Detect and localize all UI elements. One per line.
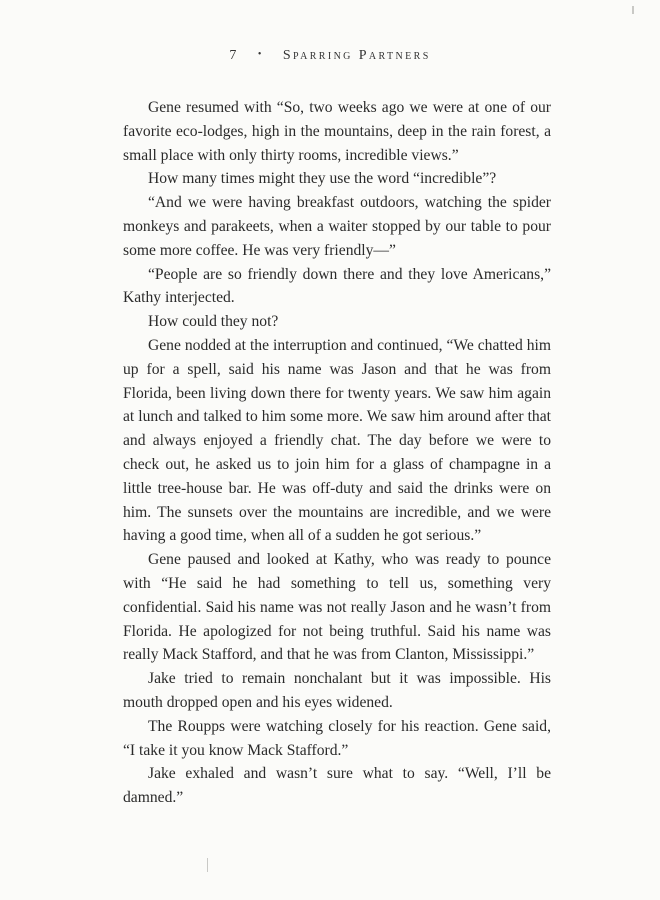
page-number: 7 <box>229 48 239 63</box>
paragraph: Gene paused and looked at Kathy, who was ready to pounce with “He said he had something to tell us, something very confidential. Said his name was not really Jason and he wasn’t from Florida. He apologized for not being truthful. Said his name was really Mack Stafford, and that he was from Clanton, Mississippi.” <box>123 551 551 664</box>
paragraph: The Roupps were watching closely for his reaction. Gene said, “I take it you know Mack Stafford.” <box>123 717 551 759</box>
paragraph: Gene resumed with “So, two weeks ago we were at one of our favorite eco-lodges, high in the mountains, deep in the rain forest, a small place with only thirty rooms, incredible views.” <box>123 99 551 164</box>
paragraph: Jake exhaled and wasn’t sure what to say. “Well, I’ll be damned.” <box>123 765 551 807</box>
body-text <box>123 96 551 810</box>
running-header <box>0 48 660 64</box>
scan-speck <box>632 6 634 14</box>
chapter-title: Sparring Partners <box>282 48 431 63</box>
scan-speck <box>207 858 208 872</box>
paragraph: Gene nodded at the interruption and continued, “We chatted him up for a spell, said his name was Jason and that he was from Florida, been living down there for twenty years. We saw him again at lunch and talked to him some more. We saw him around after that and always enjoyed a friendly chat. The day before we were to check out, he asked us to join him for a glass of champagne in a little tree-house bar. He was off-duty and said the drinks were on him. The sunsets over the mountains are incredible, and we were having a good time, when all of a sudden he got serious.” <box>123 336 551 545</box>
header-separator: • <box>257 49 264 60</box>
paragraph: “People are so friendly down there and they love Americans,” Kathy interjected. <box>123 265 551 307</box>
paragraph: How could they not? <box>148 313 279 331</box>
paragraph: “And we were having breakfast outdoors, watching the spider monkeys and parakeets, when a waiter stopped by our table to pour some more coffee. He was very friendly—” <box>123 194 551 259</box>
paragraph: How many times might they use the word “incredible”? <box>148 170 497 188</box>
paragraph: Jake tried to remain nonchalant but it was impossible. His mouth dropped open and his eyes widened. <box>123 670 551 711</box>
